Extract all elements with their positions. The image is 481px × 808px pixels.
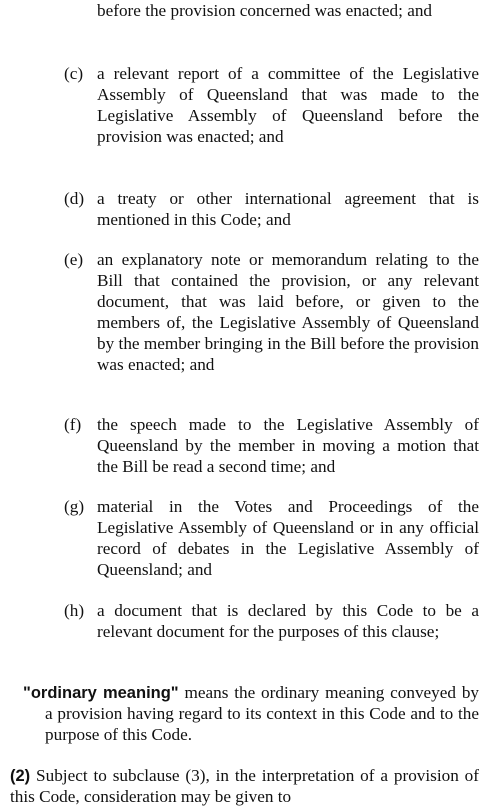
item-text: a treaty or other international agreement that is mentioned in this Code; and — [97, 189, 479, 229]
definition-text: means the ordinary meaning conveyed by a provision having regard to its context in this Code and to the purpose of this Code. — [45, 683, 480, 744]
item-label: (d) — [64, 189, 85, 208]
item-text: a document that is declared by this Code to be a relevant document for the purposes of this clause; — [97, 601, 479, 641]
definition-ordinary-meaning — [23, 683, 479, 746]
item-label: (h) — [64, 601, 85, 620]
item-text: an explanatory note or memorandum relating to the Bill that contained the provision, or any relevant document, that was laid before, or given to the members of, the Legislative Assembly of Queensland by the member bringing in the Bill before the provision was enacted; and — [97, 250, 479, 374]
item-text: material in the Votes and Proceedings of the Legislative Assembly of Queensland or in any official record of debates in the Legislative Assembly of Queensland; and — [97, 497, 479, 579]
item-label: (e) — [64, 250, 84, 269]
item-label: (g) — [64, 497, 85, 516]
continuation-text: before the provision concerned was enacted; and — [97, 1, 433, 20]
subclause-2 — [10, 766, 479, 808]
item-text: the speech made to the Legislative Assembly of Queensland by the member in moving a motion that the Bill be read a second time; and — [97, 415, 479, 476]
definition-term: "ordinary meaning" — [23, 684, 179, 702]
subclause-number: (2) — [10, 767, 31, 785]
item-text: a relevant report of a committee of the Legislative Assembly of Queensland that was made to the Legislative Assembly of Queensland before the provision was enacted; and — [97, 64, 479, 146]
item-label: (c) — [64, 64, 84, 83]
item-label: (f) — [64, 415, 82, 434]
subclause-text: Subject to subclause (3), in the interpretation of a provision of this Code, consideration may be given to — [10, 766, 479, 806]
